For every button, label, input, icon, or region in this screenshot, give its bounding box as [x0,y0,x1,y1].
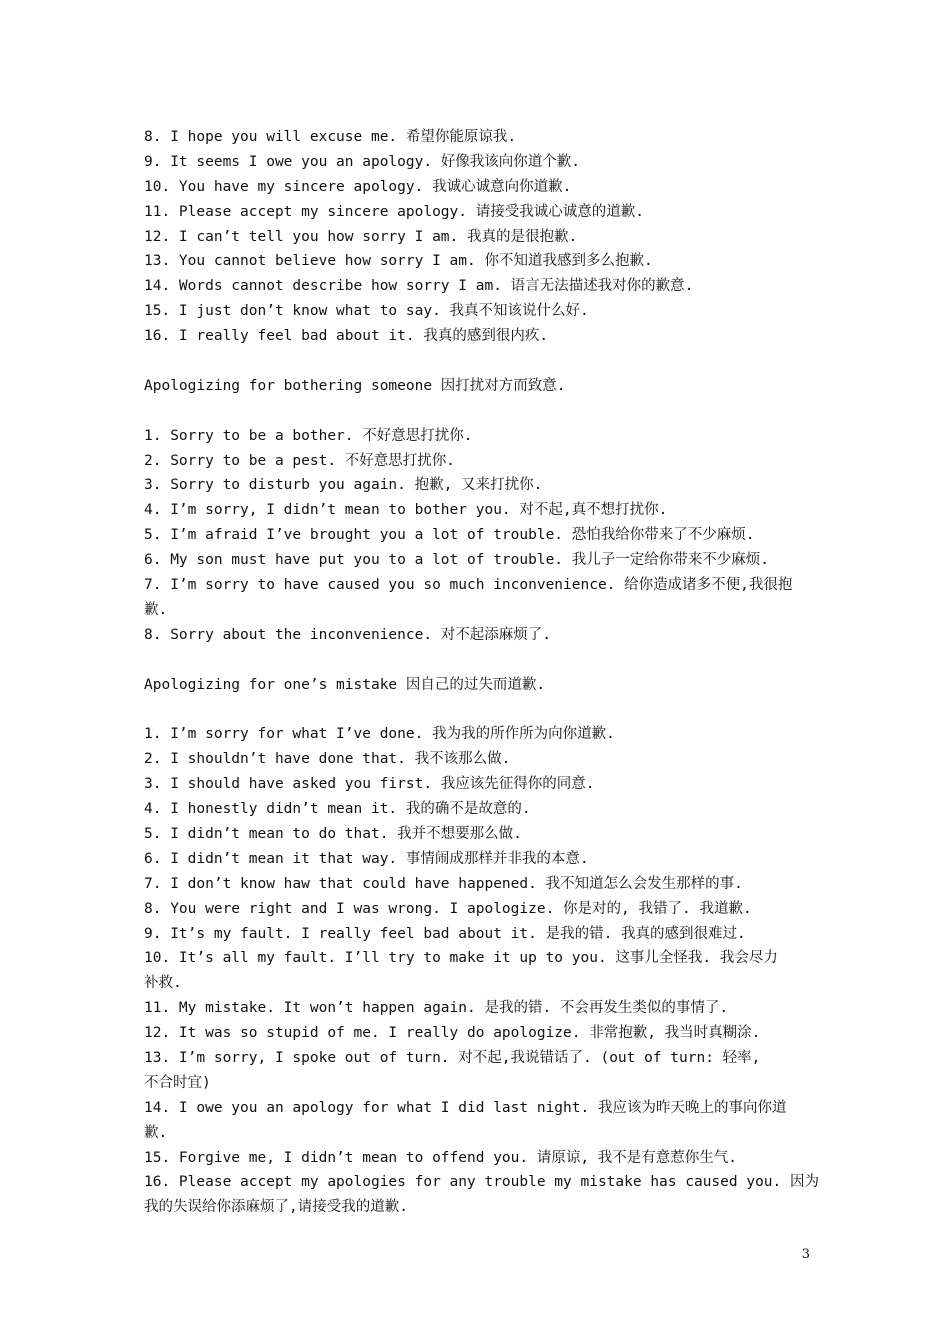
phrase-line: 2. Sorry to be a pest. 不好意思打扰你. [144,452,456,469]
phrase-line: 10. You have my sincere apology. 我诚心诚意向你道歉. [144,178,572,195]
phrase-line: 5. I didn’t mean to do that. 我并不想要那么做. [144,825,522,842]
phrase-line: 7. I’m sorry to have caused you so much inconvenience. 给你造成诸多不便,我很抱 [144,577,793,594]
phrase-line-wrap: 补救. [144,975,182,992]
phrase-line: 13. I’m sorry, I spoke out of turn. 对不起,我说错话了. (out of turn: 轻率, [144,1049,761,1066]
phrase-line: 8. I hope you will excuse me. 希望你能原谅我. [144,129,517,145]
phrase-line: 12. I can’t tell you how sorry I am. 我真的是很抱歉. [144,228,578,245]
phrase-line: 4. I’m sorry, I didn’t mean to bother you. 对不起,真不想打扰你. [144,502,668,519]
phrase-line: 11. Please accept my sincere apology. 请接受我诚心诚意的道歉. [144,203,644,220]
phrase-line: 8. Sorry about the inconvenience. 对不起添麻烦了. [144,626,552,643]
section-heading-bothering: Apologizing for bothering someone 因打扰对方而致意. [144,377,566,394]
phrase-line: 15. I just don’t know what to say. 我真不知该说什么好. [144,303,589,320]
phrase-line-wrap: 不合时宜) [144,1074,211,1091]
phrase-line: 6. My son must have put you to a lot of trouble. 我儿子一定给你带来不少麻烦. [144,552,769,569]
phrase-list-bothering [144,424,814,648]
phrase-line: 16. I really feel bad about it. 我真的感到很内疚. [144,328,549,345]
phrase-line: 11. My mistake. It won’t happen again. 是我的错. 不会再发生类似的事情了. [144,1000,729,1017]
spacer [144,648,814,673]
phrase-line-wrap: 歉. [144,601,168,618]
phrase-line: 10. It’s all my fault. I’ll try to make it up to you. 这事儿全怪我. 我会尽力 [144,950,778,967]
section-heading-mistake: Apologizing for one’s mistake 因自己的过失而道歉. [144,676,546,693]
phrase-line-wrap: 我的失误给你添麻烦了,请接受我的道歉. [144,1199,408,1216]
phrase-line: 1. I’m sorry for what I’ve done. 我为我的所作所为向你道歉. [144,726,615,743]
phrase-line: 2. I shouldn’t have done that. 我不该那么做. [144,751,511,768]
phrase-line: 3. I should have asked you first. 我应该先征得你的同意. [144,776,595,793]
phrase-line: 16. Please accept my apologies for any trouble my mistake has caused you. 因为 [144,1174,820,1191]
spacer [144,399,814,424]
phrase-line: 14. I owe you an apology for what I did last night. 我应该为昨天晚上的事向你道 [144,1099,787,1116]
phrase-line: 5. I’m afraid I’ve brought you a lot of trouble. 恐怕我给你带来了不少麻烦. [144,527,755,544]
spacer [144,349,814,374]
phrase-line: 8. You were right and I was wrong. I apologize. 你是对的, 我错了. 我道歉. [144,900,752,917]
phrase-line: 15. Forgive me, I didn’t mean to offend you. 请原谅, 我不是有意惹你生气. [144,1149,738,1166]
phrase-line: 7. I don’t know haw that could have happened. 我不知道怎么会发生那样的事. [144,875,743,892]
phrase-line: 9. It seems I owe you an apology. 好像我该向你道个歉. [144,153,581,170]
phrase-line: 4. I honestly didn’t mean it. 我的确不是故意的. [144,801,531,818]
phrase-line: 9. It’s my fault. I really feel bad about it. 是我的错. 我真的感到很难过. [144,925,746,942]
phrase-line: 3. Sorry to disturb you again. 抱歉, 又来打扰你. [144,477,543,494]
phrase-list-mistake [144,722,820,1220]
phrase-line: 6. I didn’t mean it that way. 事情闹成那样并非我的本意. [144,850,589,867]
phrase-line: 1. Sorry to be a bother. 不好意思打扰你. [144,427,473,444]
phrase-list-continued [144,125,814,349]
phrase-line: 13. You cannot believe how sorry I am. 你不知道我感到多么抱歉. [144,253,653,270]
page-number: 3 [801,1247,810,1262]
phrase-line: 12. It was so stupid of me. I really do apologize. 非常抱歉, 我当时真糊涂. [144,1025,761,1042]
phrase-line: 14. Words cannot describe how sorry I am. 语言无法描述我对你的歉意. [144,278,694,295]
phrase-line-wrap: 歉. [144,1124,168,1141]
spacer [144,697,814,722]
page-content [144,125,820,1220]
